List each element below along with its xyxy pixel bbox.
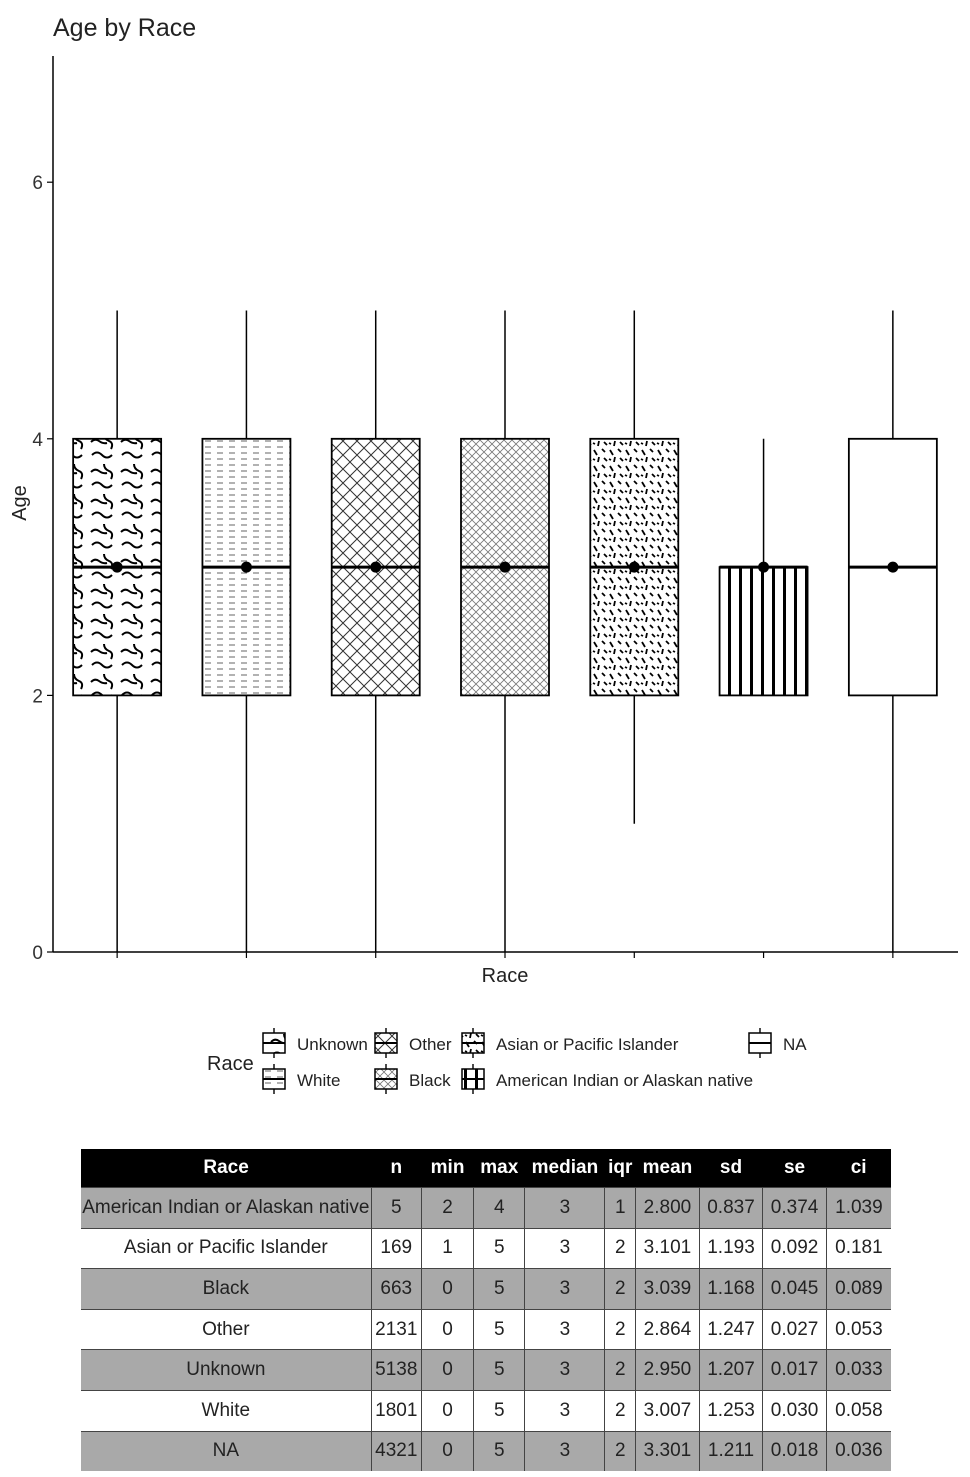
table-cell-se: 0.017 bbox=[763, 1350, 827, 1391]
table-cell-max: 5 bbox=[474, 1269, 525, 1310]
table-cell-min: 0 bbox=[421, 1269, 473, 1310]
mean-point-3 bbox=[500, 562, 511, 573]
chart-title: Age by Race bbox=[53, 14, 197, 42]
table-cell-iqr: 2 bbox=[605, 1350, 636, 1391]
table-cell-ci: 0.058 bbox=[826, 1390, 891, 1431]
table-cell-Race: Black bbox=[81, 1269, 371, 1310]
legend bbox=[207, 1028, 807, 1094]
table-cell-min: 1 bbox=[421, 1228, 473, 1269]
legend-title: Race bbox=[207, 1053, 254, 1075]
table-cell-median: 3 bbox=[525, 1269, 605, 1310]
column-header-ci: ci bbox=[826, 1149, 891, 1188]
table-cell-mean: 3.039 bbox=[636, 1269, 700, 1310]
column-header-n: n bbox=[371, 1149, 421, 1188]
table-cell-max: 4 bbox=[474, 1188, 525, 1229]
table-cell-n: 1801 bbox=[371, 1390, 421, 1431]
mean-point-2 bbox=[370, 562, 381, 573]
legend-entry-1 bbox=[263, 1064, 340, 1094]
table-cell-min: 2 bbox=[421, 1188, 473, 1229]
legend-label-3: Black bbox=[409, 1071, 451, 1090]
table-cell-mean: 3.101 bbox=[636, 1228, 700, 1269]
table-row bbox=[81, 1309, 891, 1350]
table-cell-median: 3 bbox=[525, 1350, 605, 1391]
table-cell-n: 663 bbox=[371, 1269, 421, 1310]
table-row bbox=[81, 1269, 891, 1310]
column-header-sd: sd bbox=[699, 1149, 763, 1188]
column-header-Race: Race bbox=[81, 1149, 371, 1188]
table-cell-Race: Asian or Pacific Islander bbox=[81, 1228, 371, 1269]
table-cell-iqr: 1 bbox=[605, 1188, 636, 1229]
table-cell-mean: 2.950 bbox=[636, 1350, 700, 1391]
table-cell-iqr: 2 bbox=[605, 1431, 636, 1471]
table-cell-sd: 1.253 bbox=[699, 1390, 763, 1431]
y-tick-label-0: 0 bbox=[32, 943, 43, 964]
table-cell-min: 0 bbox=[421, 1390, 473, 1431]
legend-entry-5 bbox=[462, 1064, 753, 1094]
legend-entry-3 bbox=[375, 1064, 451, 1094]
y-tick-label-3: 6 bbox=[32, 173, 43, 195]
mean-point-1 bbox=[241, 562, 252, 573]
table-cell-min: 0 bbox=[421, 1431, 473, 1471]
stats-table bbox=[81, 1149, 891, 1471]
table-cell-mean: 3.301 bbox=[636, 1431, 700, 1471]
table-cell-iqr: 2 bbox=[605, 1228, 636, 1269]
box-5 bbox=[720, 567, 808, 695]
table-cell-ci: 0.053 bbox=[826, 1309, 891, 1350]
table-cell-se: 0.045 bbox=[763, 1269, 827, 1310]
table-cell-median: 3 bbox=[525, 1431, 605, 1471]
table-cell-sd: 1.211 bbox=[699, 1431, 763, 1471]
legend-label-1: White bbox=[297, 1071, 341, 1090]
table-cell-se: 0.027 bbox=[763, 1309, 827, 1350]
table-cell-ci: 0.089 bbox=[826, 1269, 891, 1310]
table-cell-max: 5 bbox=[474, 1390, 525, 1431]
table-cell-iqr: 2 bbox=[605, 1309, 636, 1350]
table-cell-n: 5138 bbox=[371, 1350, 421, 1391]
box-group-3 bbox=[461, 311, 549, 959]
table-cell-ci: 1.039 bbox=[826, 1188, 891, 1229]
table-cell-median: 3 bbox=[525, 1390, 605, 1431]
mean-point-5 bbox=[758, 562, 769, 573]
table-cell-mean: 3.007 bbox=[636, 1390, 700, 1431]
table-cell-sd: 0.837 bbox=[699, 1188, 763, 1229]
box-group-0 bbox=[73, 311, 161, 959]
legend-label-0: Unknown bbox=[297, 1035, 368, 1054]
table-cell-median: 3 bbox=[525, 1188, 605, 1229]
box-group-1 bbox=[202, 311, 290, 959]
legend-entry-2 bbox=[375, 1028, 452, 1058]
table-cell-sd: 1.247 bbox=[699, 1309, 763, 1350]
table-header bbox=[81, 1149, 891, 1188]
table-cell-n: 169 bbox=[371, 1228, 421, 1269]
box-group-6 bbox=[849, 311, 937, 959]
table-row bbox=[81, 1350, 891, 1391]
legend-entry-0 bbox=[263, 1028, 368, 1058]
table-cell-se: 0.092 bbox=[763, 1228, 827, 1269]
table-cell-se: 0.030 bbox=[763, 1390, 827, 1431]
mean-point-4 bbox=[629, 562, 640, 573]
table-cell-median: 3 bbox=[525, 1309, 605, 1350]
table-cell-min: 0 bbox=[421, 1309, 473, 1350]
table-cell-sd: 1.193 bbox=[699, 1228, 763, 1269]
column-header-median: median bbox=[525, 1149, 605, 1188]
legend-entry-6 bbox=[749, 1028, 807, 1058]
table-row bbox=[81, 1188, 891, 1229]
legend-label-6: NA bbox=[783, 1035, 807, 1054]
legend-label-5: American Indian or Alaskan native bbox=[496, 1071, 754, 1090]
box-group-4 bbox=[590, 311, 678, 959]
column-header-iqr: iqr bbox=[605, 1149, 636, 1188]
table-row bbox=[81, 1390, 891, 1431]
column-header-mean: mean bbox=[636, 1149, 700, 1188]
table-cell-max: 5 bbox=[474, 1228, 525, 1269]
table-cell-Race: American Indian or Alaskan native bbox=[81, 1188, 371, 1229]
table-cell-mean: 2.864 bbox=[636, 1309, 700, 1350]
table-cell-se: 0.374 bbox=[763, 1188, 827, 1229]
table-cell-n: 4321 bbox=[371, 1431, 421, 1471]
table-cell-se: 0.018 bbox=[763, 1431, 827, 1471]
column-header-max: max bbox=[474, 1149, 525, 1188]
x-axis-title: Race bbox=[481, 965, 529, 987]
table-cell-ci: 0.036 bbox=[826, 1431, 891, 1471]
table-cell-max: 5 bbox=[474, 1431, 525, 1471]
y-tick-label-2: 4 bbox=[32, 429, 43, 451]
table-cell-iqr: 2 bbox=[605, 1269, 636, 1310]
table-cell-sd: 1.168 bbox=[699, 1269, 763, 1310]
y-tick-label-1: 2 bbox=[32, 686, 43, 708]
table-row bbox=[81, 1431, 891, 1471]
table-cell-ci: 0.033 bbox=[826, 1350, 891, 1391]
box-group-5 bbox=[720, 439, 808, 958]
column-header-min: min bbox=[421, 1149, 473, 1188]
legend-label-4: Asian or Pacific Islander bbox=[496, 1035, 679, 1054]
boxes bbox=[73, 311, 937, 959]
mean-point-0 bbox=[112, 562, 123, 573]
table-cell-Race: NA bbox=[81, 1431, 371, 1471]
legend-entry-4 bbox=[462, 1028, 679, 1058]
y-axis-title: Age bbox=[9, 485, 31, 521]
table-cell-mean: 2.800 bbox=[636, 1188, 700, 1229]
table-cell-Race: Other bbox=[81, 1309, 371, 1350]
table-cell-sd: 1.207 bbox=[699, 1350, 763, 1391]
table-cell-iqr: 2 bbox=[605, 1390, 636, 1431]
table-cell-max: 5 bbox=[474, 1309, 525, 1350]
table-cell-median: 3 bbox=[525, 1228, 605, 1269]
table-cell-min: 0 bbox=[421, 1350, 473, 1391]
column-header-se: se bbox=[763, 1149, 827, 1188]
table-cell-n: 5 bbox=[371, 1188, 421, 1229]
table-cell-max: 5 bbox=[474, 1350, 525, 1391]
table-cell-Race: Unknown bbox=[81, 1350, 371, 1391]
table-cell-ci: 0.181 bbox=[826, 1228, 891, 1269]
mean-point-6 bbox=[887, 562, 898, 573]
legend-label-2: Other bbox=[409, 1035, 452, 1054]
box-group-2 bbox=[332, 311, 420, 959]
table-cell-Race: White bbox=[81, 1390, 371, 1431]
table-cell-n: 2131 bbox=[371, 1309, 421, 1350]
table-row bbox=[81, 1228, 891, 1269]
